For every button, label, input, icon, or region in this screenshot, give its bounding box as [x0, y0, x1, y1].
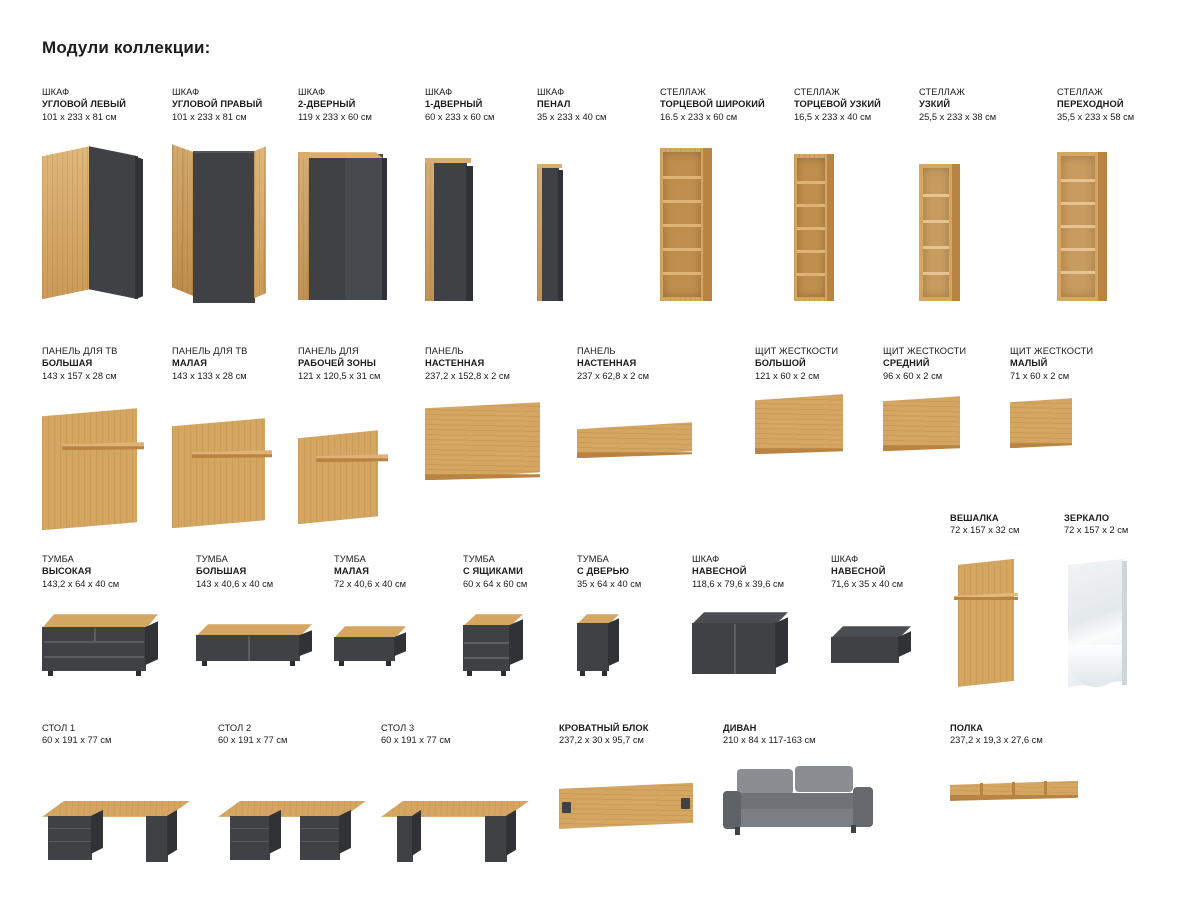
item-sofa [723, 722, 883, 861]
item-illustration [723, 761, 883, 861]
item-table-3 [381, 722, 541, 875]
item-wall-panel-narrow [577, 345, 697, 522]
item-illustration [196, 616, 326, 696]
item-illustration [463, 604, 553, 684]
item-illustration [42, 765, 202, 875]
item-illustration [298, 132, 394, 307]
item-label: ЩИТ ЖЕСТКОСТИ БОЛЬШОЙ 121 х 60 х 2 см [755, 346, 839, 381]
item-illustration [660, 132, 730, 307]
item-illustration [794, 132, 854, 307]
item-label: ПАНЕЛЬ НАСТЕННАЯ 237,2 х 152,8 х 2 см [425, 346, 510, 381]
item-wardrobe-2door [298, 86, 394, 307]
item-label: СТЕЛЛАЖ УЗКИЙ 25,5 х 233 х 38 см [919, 87, 997, 122]
item-label: СТЕЛЛАЖ ПЕРЕХОДНОЙ 35,5 х 233 х 58 см [1057, 87, 1135, 122]
item-wardrobe-corner-right [172, 86, 272, 307]
item-rack-narrow [919, 86, 996, 307]
item-label: СТОЛ 2 60 х 191 х 77 см [218, 723, 288, 746]
item-label: ШКАФ УГЛОВОЙ ЛЕВЫЙ 101 х 233 х 81 см [42, 87, 127, 122]
item-label: ТУМБА С ДВЕРЬЮ 35 х 64 х 40 см [577, 554, 642, 589]
item-label: ШКАФ НАВЕСНОЙ 118,6 х 79,6 х 39,6 см [692, 554, 785, 589]
item-illustration [755, 394, 855, 474]
item-cabinet-door [577, 553, 657, 684]
item-label: СТЕЛЛАЖ ТОРЦЕВОЙ УЗКИЙ 16,5 х 233 х 40 см [794, 87, 881, 122]
item-label: СТЕЛЛАЖ ТОРЦЕВОЙ ШИРОКИЙ 16.5 х 233 х 60 см [660, 87, 765, 122]
item-illustration [381, 765, 541, 875]
item-rack-end-narrow [794, 86, 881, 307]
item-tv-panel-small [172, 345, 284, 534]
item-label: ШКАФ 2-ДВЕРНЫЙ 119 х 233 х 60 см [298, 87, 372, 122]
item-label: ПАНЕЛЬ НАСТЕННАЯ 237 х 62,8 х 2 см [577, 346, 650, 381]
item-wall-cabinet-large [692, 553, 802, 684]
item-illustration [559, 765, 709, 855]
item-illustration [1010, 398, 1110, 478]
item-illustration [831, 618, 941, 698]
item-label: ШКАФ УГЛОВОЙ ПРАВЫЙ 101 х 233 х 81 см [172, 87, 263, 122]
item-illustration [1064, 549, 1144, 709]
item-illustration [42, 394, 154, 534]
item-label: ПАНЕЛЬ ДЛЯ ТВ БОЛЬШАЯ 143 х 157 х 28 см [42, 346, 118, 381]
item-tv-panel-large [42, 345, 154, 534]
item-illustration [218, 765, 378, 875]
item-illustration [577, 604, 657, 684]
item-table-2 [218, 722, 378, 875]
item-illustration [577, 422, 697, 522]
item-shelf [950, 722, 1090, 831]
item-illustration [172, 132, 272, 307]
item-label: СТОЛ 1 60 х 191 х 77 см [42, 723, 112, 746]
item-mirror [1064, 512, 1144, 709]
item-illustration [298, 394, 410, 534]
item-label: ТУМБА БОЛЬШАЯ 143 х 40,6 х 40 см [196, 554, 274, 589]
item-label: ШКАФ НАВЕСНОЙ 71,6 х 35 х 40 см [831, 554, 904, 589]
item-illustration [425, 132, 495, 307]
item-label: ЩИТ ЖЕСТКОСТИ МАЛЫЙ 71 х 60 х 2 см [1010, 346, 1094, 381]
item-illustration [883, 396, 983, 476]
item-rack-transition [1057, 86, 1134, 307]
item-label: ПАНЕЛЬ ДЛЯ ТВ МАЛАЯ 143 х 133 х 28 см [172, 346, 248, 381]
item-workzone-panel [298, 345, 410, 534]
item-illustration [42, 132, 150, 307]
item-cabinet-drawers [463, 553, 553, 684]
item-label: ШКАФ 1-ДВЕРНЫЙ 60 х 233 х 60 см [425, 87, 495, 122]
item-label: КРОВАТНЫЙ БЛОК 237,2 х 30 х 95,7 см [559, 723, 649, 746]
item-illustration [334, 618, 434, 698]
item-illustration [425, 402, 545, 502]
item-wall-panel-large [425, 345, 545, 502]
item-cabinet-tall [42, 553, 172, 684]
item-label: ПАНЕЛЬ ДЛЯ РАБОЧЕЙ ЗОНЫ 121 х 120,5 х 31 см [298, 346, 381, 381]
item-rack-end-wide [660, 86, 765, 307]
item-illustration [950, 549, 1030, 709]
item-label: ПОЛКА 237,2 х 19,3 х 27,6 см [950, 723, 1043, 746]
item-illustration [42, 604, 172, 684]
item-illustration [950, 771, 1090, 831]
item-label: ТУМБА ВЫСОКАЯ 143,2 х 64 х 40 см [42, 554, 120, 589]
item-label: ЩИТ ЖЕСТКОСТИ СРЕДНИЙ 96 х 60 х 2 см [883, 346, 967, 381]
item-illustration [172, 394, 284, 534]
item-illustration [919, 132, 979, 307]
item-illustration [1057, 132, 1127, 307]
page-title: Модули коллекции: [42, 38, 211, 57]
item-label: ТУМБА С ЯЩИКАМИ 60 х 64 х 60 см [463, 554, 528, 589]
item-wardrobe-penal [537, 86, 606, 307]
item-rigidity-board-small [1010, 345, 1110, 478]
item-table-1 [42, 722, 202, 875]
item-label: ВЕШАЛКА 72 х 157 х 32 см [950, 513, 1020, 536]
item-bed-block [559, 722, 709, 855]
item-wardrobe-1door [425, 86, 495, 307]
item-wardrobe-corner-left [42, 86, 150, 307]
item-label: ТУМБА МАЛАЯ 72 х 40,6 х 40 см [334, 554, 407, 589]
item-illustration [692, 604, 802, 684]
item-label: СТОЛ 3 60 х 191 х 77 см [381, 723, 451, 746]
item-label: ДИВАН 210 х 84 х 117-163 см [723, 723, 816, 746]
item-hanger [950, 512, 1030, 709]
item-illustration [537, 132, 587, 307]
item-rigidity-board-medium [883, 345, 983, 476]
item-cabinet-small [334, 553, 434, 698]
item-rigidity-board-large [755, 345, 855, 474]
item-wall-cabinet-small [831, 553, 941, 698]
item-cabinet-large [196, 553, 326, 696]
item-label: ЗЕРКАЛО 72 х 157 х 2 см [1064, 513, 1129, 536]
item-label: ШКАФ ПЕНАЛ 35 х 233 х 40 см [537, 87, 607, 122]
